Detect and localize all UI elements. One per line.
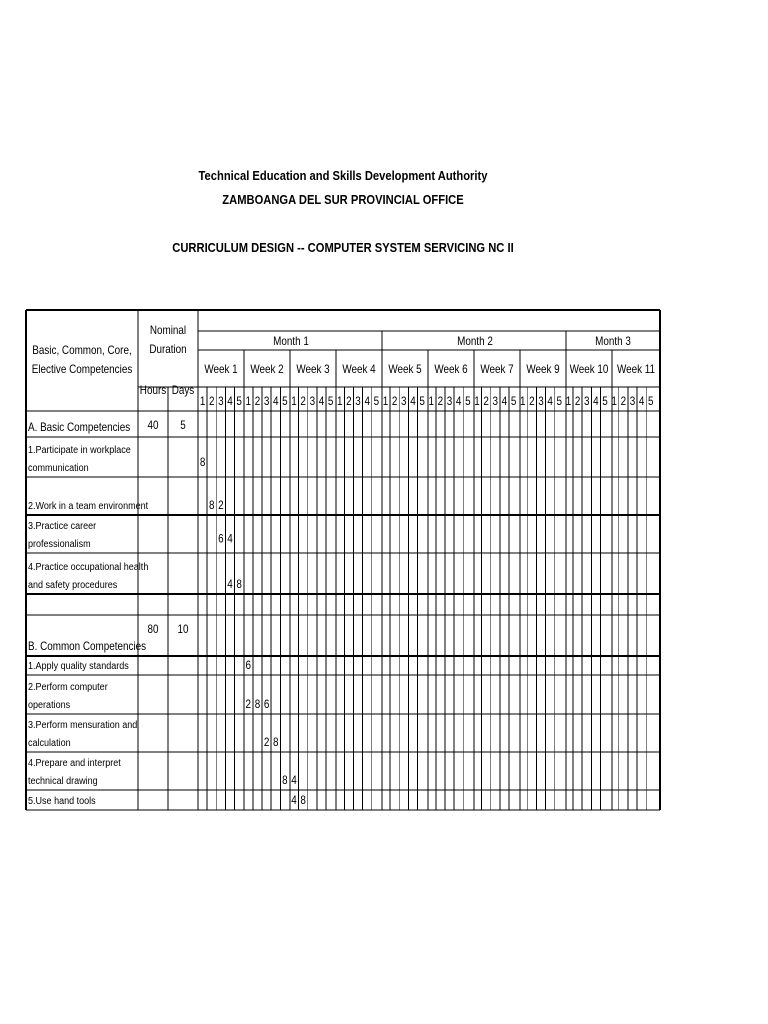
- day-number: 4: [318, 395, 325, 409]
- nominal-duration-label: Duration: [149, 343, 187, 357]
- month-label: Month 3: [595, 335, 631, 349]
- day-number: 2: [574, 395, 581, 409]
- competency-item-label: communication: [28, 462, 89, 475]
- day-number: 5: [602, 395, 608, 409]
- section-hours: 40: [147, 419, 159, 433]
- competency-item-label: professionalism: [28, 538, 91, 551]
- days-label: Days: [171, 384, 195, 398]
- day-number: 1: [474, 395, 480, 409]
- day-number: 3: [629, 395, 636, 409]
- month-label: Month 1: [273, 335, 309, 349]
- day-number: 1: [382, 395, 389, 409]
- day-number: 5: [236, 395, 242, 409]
- schedule-hours-mark: 6: [263, 698, 270, 712]
- day-number: 1: [291, 395, 297, 409]
- section-days: 5: [180, 419, 186, 433]
- day-number: 4: [272, 395, 279, 409]
- day-number: 4: [501, 395, 508, 409]
- schedule-hours-mark: 4: [227, 578, 233, 592]
- day-number: 2: [346, 395, 352, 409]
- day-number: 3: [492, 395, 499, 409]
- day-number: 1: [611, 395, 617, 409]
- day-number: 3: [401, 395, 407, 409]
- week-label: Week 11: [616, 363, 656, 377]
- section-hours: 80: [147, 623, 159, 637]
- day-number: 1: [565, 395, 572, 409]
- section-label: A. Basic Competencies: [28, 421, 131, 435]
- day-number: 4: [410, 395, 416, 409]
- schedule-hours-mark: 6: [218, 532, 224, 546]
- section-days: 10: [177, 623, 189, 637]
- competency-item-label: operations: [28, 699, 71, 712]
- competency-item-label: 1.Apply quality standards: [28, 660, 129, 673]
- day-number: 1: [245, 395, 252, 409]
- day-number: 5: [648, 395, 654, 409]
- org-title: Technical Education and Skills Development Authority: [198, 168, 488, 183]
- competency-item-label: and safety procedures: [28, 579, 118, 592]
- schedule-hours-mark: 8: [199, 456, 206, 470]
- competency-item-label: 4.Practice occupational health: [28, 561, 149, 574]
- schedule-hours-mark: 8: [282, 774, 288, 788]
- day-number: 4: [364, 395, 370, 409]
- day-number: 5: [419, 395, 425, 409]
- competency-header: Elective Competencies: [31, 363, 133, 377]
- day-number: 5: [282, 395, 288, 409]
- day-number: 2: [254, 395, 261, 409]
- day-number: 5: [556, 395, 563, 409]
- week-label: Week 5: [388, 363, 422, 377]
- curriculum-title: CURRICULUM DESIGN -- COMPUTER SYSTEM SERVICING NC II: [172, 240, 514, 255]
- day-number: 2: [529, 395, 535, 409]
- day-number: 3: [218, 395, 224, 409]
- day-number: 2: [208, 395, 215, 409]
- schedule-hours-mark: 8: [272, 736, 279, 750]
- competency-item-label: 4.Prepare and interpret: [28, 757, 121, 770]
- hours-label: Hours: [139, 384, 167, 398]
- day-number: 3: [446, 395, 453, 409]
- day-number: 4: [638, 395, 645, 409]
- day-number: 2: [391, 395, 398, 409]
- week-label: Week 10: [569, 363, 609, 377]
- week-label: Week 1: [204, 363, 238, 377]
- schedule-hours-mark: 4: [291, 794, 297, 808]
- competency-header: Basic, Common, Core,: [32, 344, 132, 358]
- office-title: ZAMBOANGA DEL SUR PROVINCIAL OFFICE: [222, 192, 464, 207]
- day-number: 3: [355, 395, 361, 409]
- day-number: 4: [227, 395, 233, 409]
- week-label: Week 9: [526, 363, 560, 377]
- schedule-hours-mark: 2: [218, 499, 224, 513]
- week-label: Week 3: [296, 363, 330, 377]
- competency-item-label: 3.Practice career: [28, 520, 97, 533]
- day-number: 1: [519, 395, 526, 409]
- day-number: 5: [373, 395, 380, 409]
- schedule-hours-mark: 8: [300, 794, 306, 808]
- day-number: 4: [455, 395, 462, 409]
- week-label: Week 7: [480, 363, 514, 377]
- day-number: 3: [583, 395, 590, 409]
- day-number: 3: [309, 395, 316, 409]
- day-number: 3: [263, 395, 270, 409]
- competency-item-label: 2.Perform computer: [28, 681, 108, 694]
- schedule-hours-mark: 2: [245, 698, 252, 712]
- schedule-hours-mark: 4: [227, 532, 233, 546]
- day-number: 1: [199, 395, 206, 409]
- day-number: 4: [593, 395, 599, 409]
- day-number: 5: [510, 395, 517, 409]
- schedule-hours-mark: 8: [208, 499, 215, 513]
- schedule-hours-mark: 8: [254, 698, 261, 712]
- day-number: 1: [337, 395, 343, 409]
- schedule-hours-mark: 4: [291, 774, 297, 788]
- day-number: 2: [300, 395, 306, 409]
- competency-item-label: calculation: [28, 737, 71, 750]
- week-label: Week 6: [434, 363, 468, 377]
- week-label: Week 2: [250, 363, 284, 377]
- month-label: Month 2: [457, 335, 493, 349]
- day-number: 5: [327, 395, 334, 409]
- competency-item-label: 5.Use hand tools: [28, 795, 96, 808]
- day-number: 3: [538, 395, 544, 409]
- nominal-duration-label: Nominal: [149, 324, 187, 338]
- section-label: B. Common Competencies: [28, 640, 147, 654]
- day-number: 2: [437, 395, 444, 409]
- week-label: Week 4: [342, 363, 376, 377]
- competency-item-label: 1.Participate in workplace: [28, 444, 131, 457]
- competency-item-label: technical drawing: [28, 775, 98, 788]
- day-number: 2: [620, 395, 627, 409]
- day-number: 4: [547, 395, 553, 409]
- competency-item-label: 3.Perform mensuration and: [28, 719, 138, 732]
- day-number: 1: [428, 395, 435, 409]
- schedule-hours-mark: 6: [245, 659, 252, 673]
- schedule-hours-mark: 8: [236, 578, 242, 592]
- day-number: 2: [483, 395, 489, 409]
- competency-item-label: 2.Work in a team environment: [28, 500, 149, 513]
- day-number: 5: [465, 395, 471, 409]
- schedule-hours-mark: 2: [263, 736, 270, 750]
